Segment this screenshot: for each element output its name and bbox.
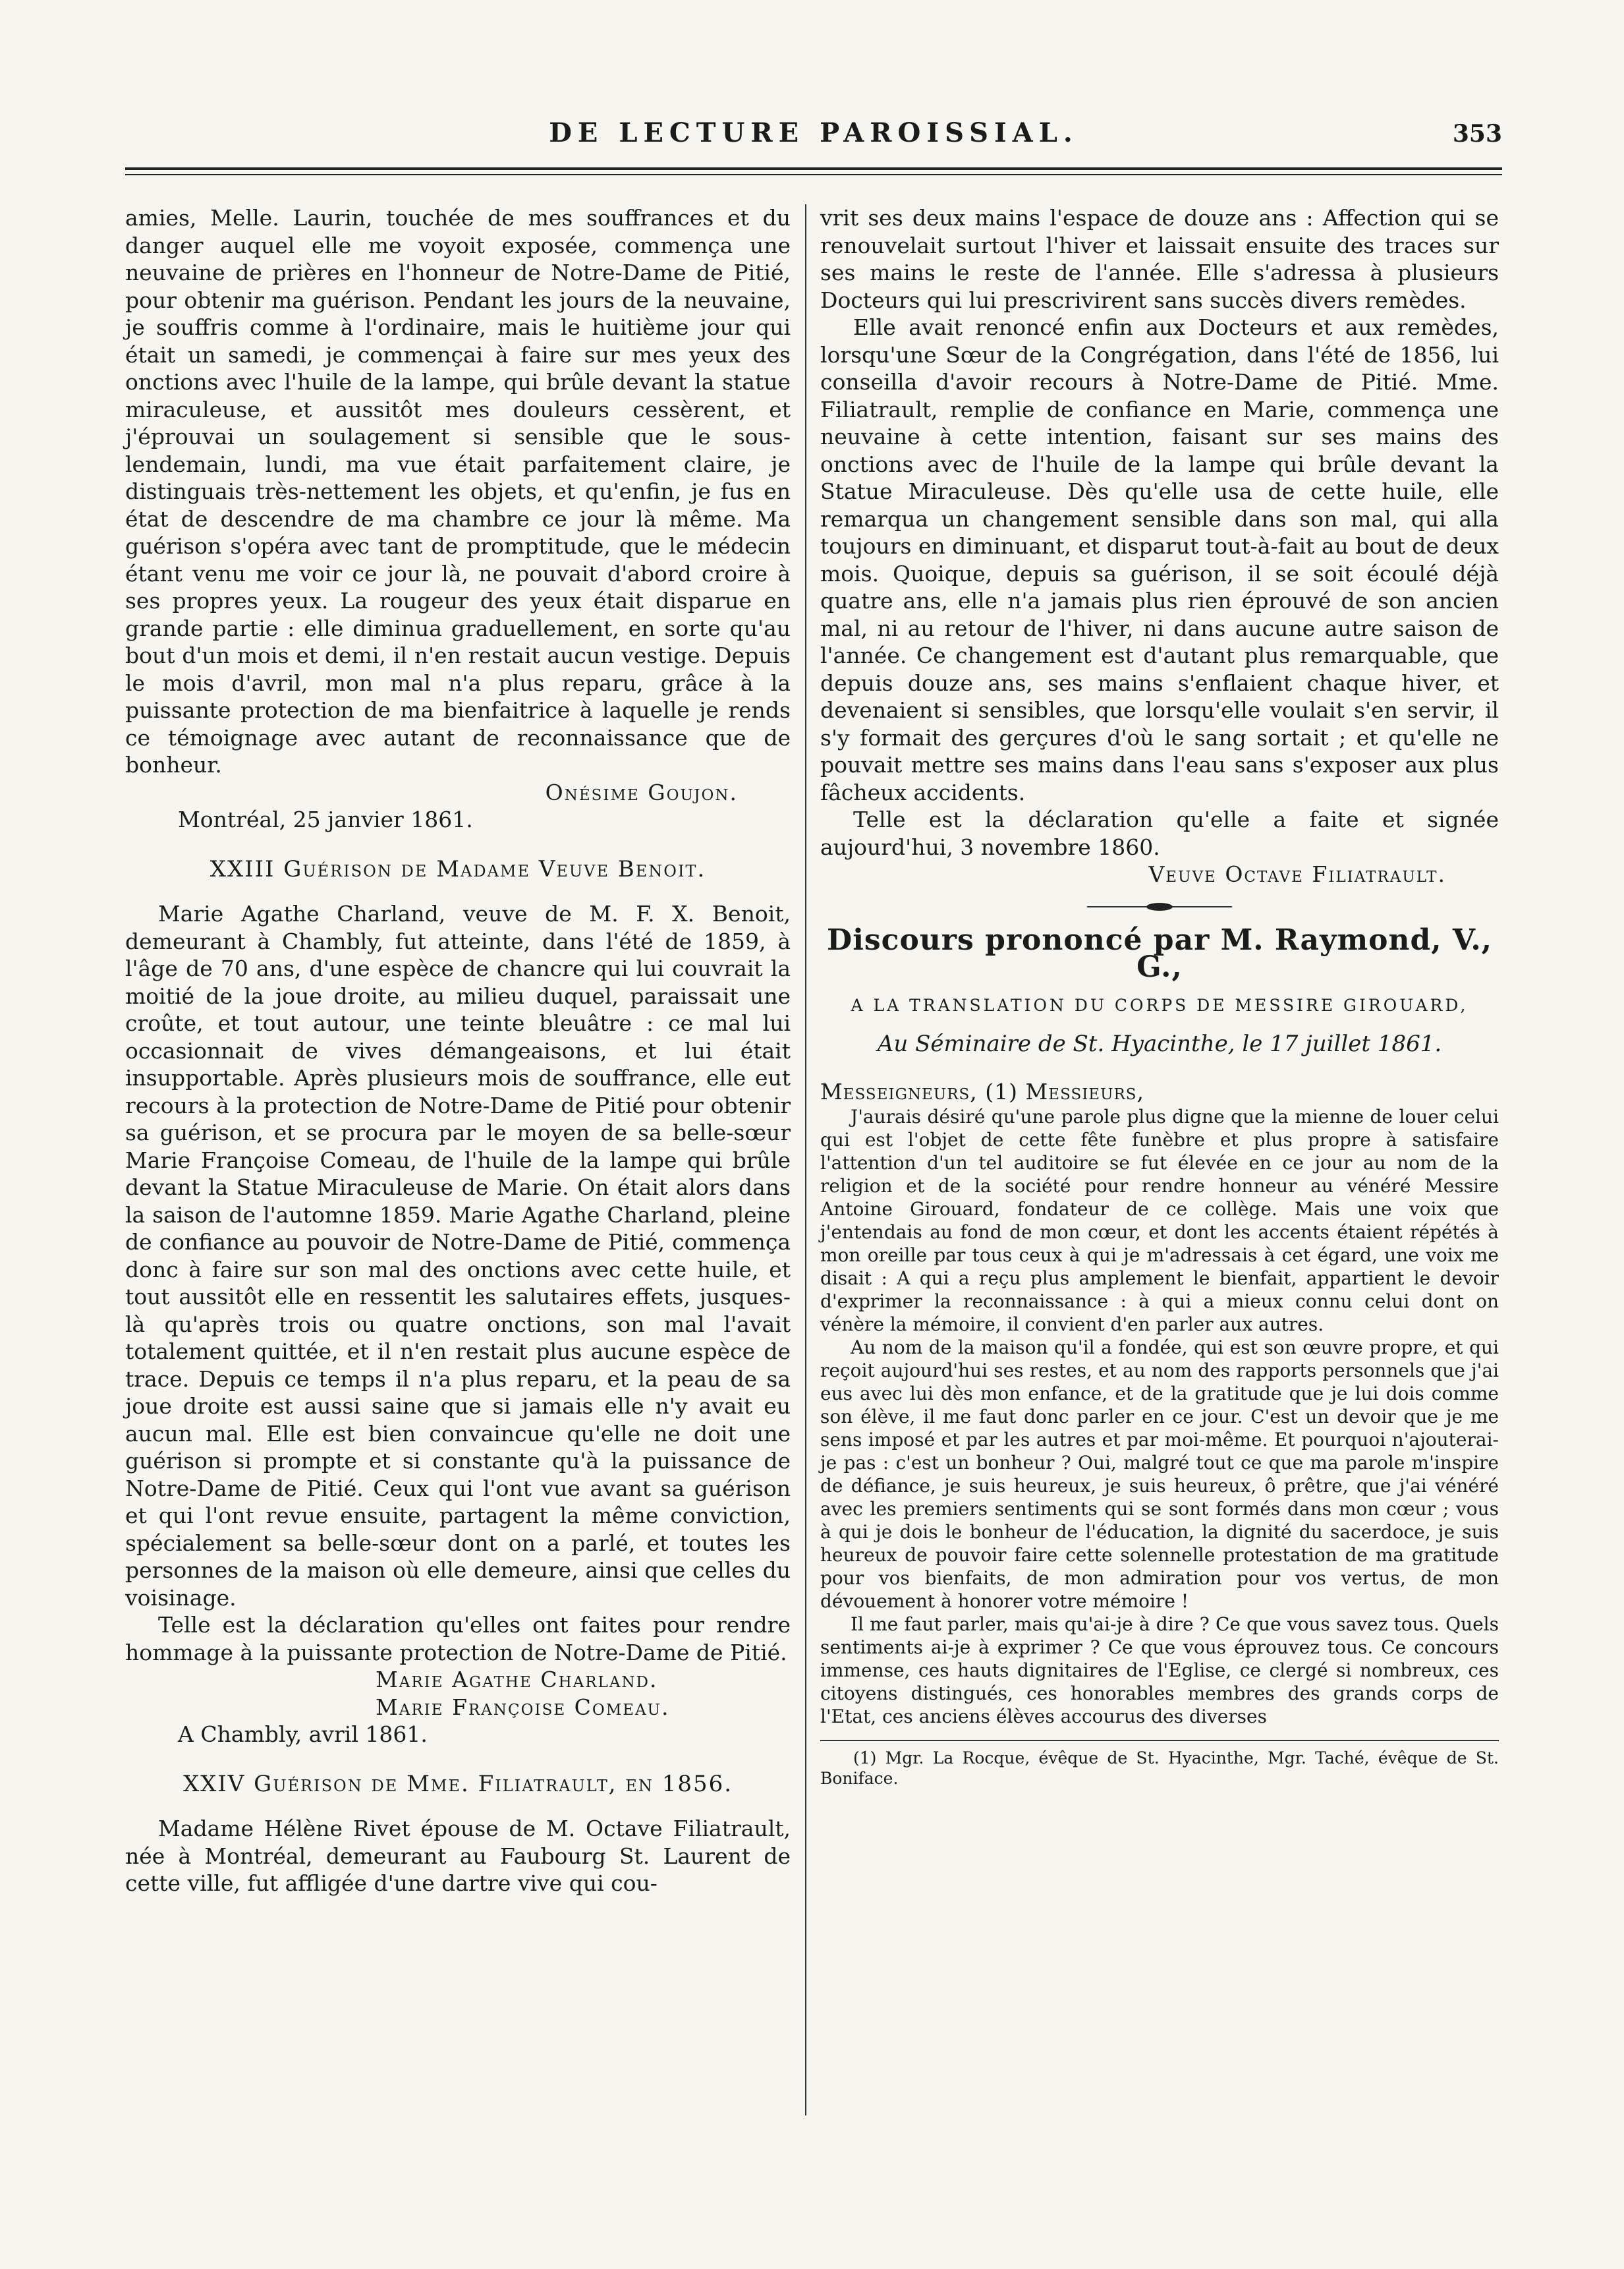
dateline: A Chambly, avril 1861. <box>178 1721 428 1747</box>
footnote-rule <box>820 1740 1499 1741</box>
paragraph: Telle est la déclaration qu'elle a faite et signée aujourd'hui, 3 novembre 1860. <box>820 807 1499 860</box>
dateline: Montréal, 25 janvier 1861. <box>178 807 473 832</box>
paragraph: Elle avait renoncé enfin aux Docteurs et aux remèdes, lorsqu'une Sœur de la Congrégation, dans l'été de 1856, lui conseilla d'avoir recours à Notre-Dame de Pitié. Mme. Filiatrault, remplie de confiance en Marie, commença une neuvaine à cette intention, faisant sur ses mains des onctions avec de l'huile de la lampe qui brûle devant la Statue Miraculeuse. Dès qu'elle usa de cette huile, elle remarqua un changement sensible dans son mal, qui alla toujours en diminuant, et disparut tout-à-fait au bout de deux mois. Quoique, depuis sa guérison, il se soit écoulé déjà quatre ans, elle n'a jamais plus rien éprouvé de son ancien mal, ni au retour de l'hiver, ni dans aucune autre saison de l'année. Ce changement est d'autant plus remarquable, que depuis douze ans, ses mains s'enflaient chaque hiver, et devenaient si sensibles, que lorsqu'elle voulait s'en servir, il s'y formait des gerçures d'où le sang sortait ; et qu'elle ne pouvait mettre ses mains dans l'eau sans s'exposer aux plus fâcheux accidents. <box>820 314 1499 805</box>
column-divider <box>805 204 806 2115</box>
right-column <box>820 204 1499 2052</box>
header-rule-thin <box>125 174 1502 175</box>
discours-place: Au Séminaire de St. Hyacinthe, le 17 juillet 1861. <box>877 1031 1442 1057</box>
paragraph: Marie Agathe Charland, veuve de M. F. X. Benoit, demeurant à Chambly, fut atteinte, dans l'été de 1859, à l'âge de 70 ans, d'une espèce de chancre qui lui couvrait la moitié de la joue droite, au milieu duquel, paraissait une croûte, et tout autour, une teinte bleuâtre : ce mal lui occasionnait de vives démangeaisons, et lui était insupportable. Après plusieurs mois de souffrance, elle eut recours à la protection de Notre-Dame de Pitié pour obtenir sa guérison, et se procura par le moyen de sa belle-sœur Marie Françoise Comeau, de l'huile de la lampe qui brûle devant la Statue Miraculeuse de Marie. On était alors dans la saison de l'automne 1859. Marie Agathe Charland, pleine de confiance au pouvoir de Notre-Dame de Pitié, commença donc à faire sur son mal des onctions avec cette huile, et tout aussitôt elle en ressentit les salutaires effets, jusques-là qu'après trois ou quatre onctions, son mal l'avait totalement quittée, et il n'en restait plus aucune espèce de trace. Depuis ce temps il n'a plus reparu, et la peau de sa joue droite est aussi saine que si jamais elle n'y avait eu aucun mal. Elle est bien convaincue qu'elle ne doit une guérison si prompte et si constante qu'à la puissance de Notre-Dame de Pitié. Ceux qui l'ont vue avant sa guérison et qui l'ont revue ensuite, partagent la même conviction, spécialement sa belle-sœur dont on a parlé, et toutes les personnes de la maison où elle demeure, ainsi que celles du voisinage. <box>125 901 791 1611</box>
left-column <box>125 204 791 2052</box>
header-rule <box>125 167 1502 170</box>
separator-ornament <box>1146 903 1173 911</box>
paragraph: Telle est la déclaration qu'elles ont faites pour rendre hommage à la puissante protection de Notre-Dame de Pitié. <box>125 1612 791 1665</box>
discours-title: Discours prononcé par M. Raymond, V., G., <box>827 923 1492 984</box>
paragraph: Au nom de la maison qu'il a fondée, qui est son œuvre propre, et qui reçoit aujourd'hui ses restes, et au nom des rapports personnels que j'ai eus avec lui dès mon enfance, et de la gratitude que je lui dois comme son élève, il me faut donc parler en ce jour. C'est un devoir que je me sens imposé et par les autres et par moi-même. Et pourquoi n'ajouterai-je pas : c'est un bonheur ? Oui, malgré tout ce que ma parole m'inspire de défiance, je suis heureux, je suis heureux, ô prêtre, que j'ai vénéré avec les premiers sentiments qui se sont formés dans mon cœur ; vous à qui je dois le bonheur de l'éducation, la dignité du sacerdoce, je suis heureux de pouvoir faire cette solennelle protestation de ma gratitude pour vos bienfaits, de mon admiration pour vos vertus, de mon dévouement à honorer votre mémoire ! <box>820 1336 1499 1612</box>
section-title: XXIV Guérison de Mme. Filiatrault, en 1856. <box>182 1770 733 1797</box>
signature: Marie Françoise Comeau. <box>376 1694 670 1720</box>
paragraph: vrit ses deux mains l'espace de douze ans : Affection qui se renouvelait surtout l'hiver et laissait ensuite des traces sur ses mains le reste de l'année. Elle s'adressa à plusieurs Docteurs qui lui prescrivirent sans succès divers remèdes. <box>820 205 1499 313</box>
salutation: Messeigneurs, (1) Messieurs, <box>820 1078 1145 1105</box>
paragraph: J'aurais désiré qu'une parole plus digne que la mienne de louer celui qui est l'objet de cette fête funèbre et plus propre à satisfaire l'attention d'un tel auditoire se fut élevée en ce jour au nom de la religion et de la société pour rendre honneur au vénéré Messire Antoine Girouard, fondateur de ce collège. Mais une voix que j'entendais au fond de mon cœur, et dont les accents étaient répétés à mon oreille par tous ceux à qui je m'adressais à cet égard, une voix me disait : A qui a reçu plus amplement le bienfait, appartient le devoir d'exprimer la reconnaissance : à qui a mieux connu celui dont on vénère la mémoire, il convient d'en parler aux autres. <box>820 1106 1499 1335</box>
running-title: DE LECTURE PAROISSIAL. <box>549 117 1078 148</box>
signature: Marie Agathe Charland. <box>376 1667 658 1692</box>
page-number: 353 <box>1452 120 1502 148</box>
running-head <box>125 117 1502 163</box>
signature: Onésime Goujon. <box>545 779 738 805</box>
signature: Veuve Octave Filiatrault. <box>1148 861 1446 887</box>
paragraph: Madame Hélène Rivet épouse de M. Octave Filiatrault, née à Montréal, demeurant au Faubourg St. Laurent de cette ville, fut affligée d'une dartre vive qui cou- <box>125 1816 791 1896</box>
paragraph: Il me faut parler, mais qu'ai-je à dire ? Ce que vous savez tous. Quels sentiments ai-je à exprimer ? Ce que vous éprouvez tous. Ce concours immense, ces hauts dignitaires de l'Eglise, ce clergé si nombreux, ces citoyens distingués, ces honorables membres des grands corps de l'Etat, ces anciens élèves accourus des diverses <box>820 1613 1499 1727</box>
discours-subtitle: A LA TRANSLATION DU CORPS DE MESSIRE GIROUARD, <box>851 995 1469 1015</box>
paragraph: amies, Melle. Laurin, touchée de mes souffrances et du danger auquel elle me voyoit exposée, commença une neuvaine de prières en l'honneur de Notre-Dame de Pitié, pour obtenir ma guérison. Pendant les jours de la neuvaine, je souffris comme à l'ordinaire, mais le huitième jour qui était un samedi, je commençai à faire sur mes yeux des onctions avec l'huile de la lampe, qui brûle devant la statue miraculeuse, et aussitôt mes douleurs cessèrent, et j'éprouvai un soulagement si sensible que le sous-lendemain, lundi, ma vue était parfaitement claire, je distinguais très-nettement les objets, et qu'enfin, je fus en état de descendre de ma chambre ce jour là même. Ma guérison s'opéra avec tant de promptitude, que le médecin étant venu me voir ce jour là, ne pouvait d'abord croire à ses propres yeux. La rougeur des yeux était disparue en grande partie : elle diminua graduellement, en sorte qu'au bout d'un mois et demi, il n'en restait aucun vestige. Depuis le mois d'avril, mon mal n'a plus reparu, grâce à la puissante protection de ma bienfaitrice à laquelle je rends ce témoignage avec autant de reconnaissance que de bonheur. <box>125 205 791 778</box>
section-title: XXIII Guérison de Madame Veuve Benoit. <box>210 855 706 882</box>
discours-body <box>820 1105 1499 1728</box>
footnote: (1) Mgr. La Rocque, évêque de St. Hyacinthe, Mgr. Taché, évêque de St. Boniface. <box>820 1748 1499 1788</box>
ornamental-separator <box>1087 904 1232 909</box>
